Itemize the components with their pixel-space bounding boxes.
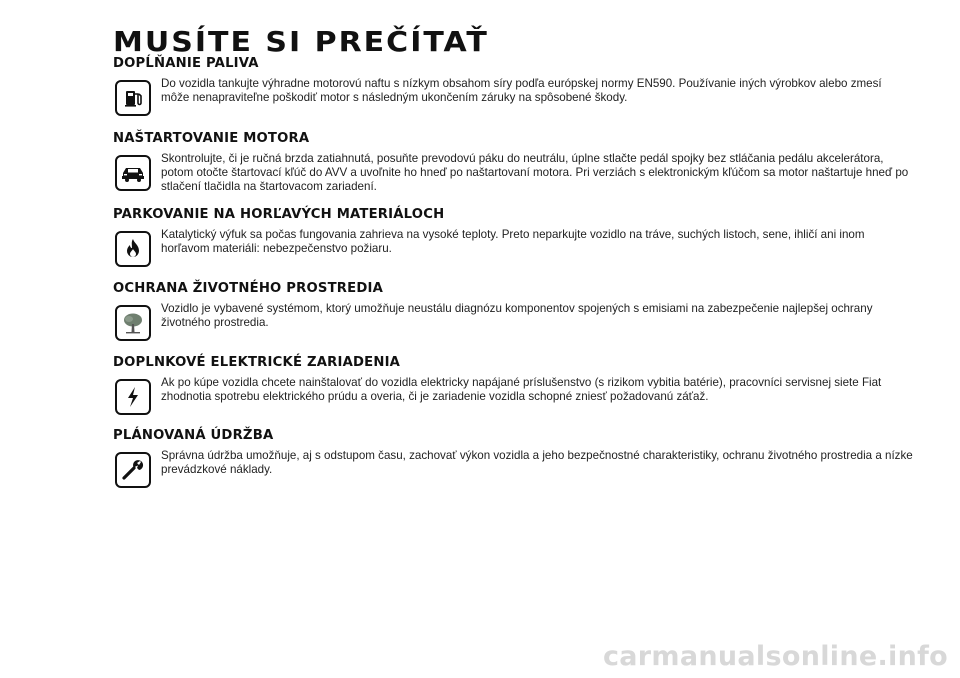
section-environment — [113, 281, 913, 330]
flame-icon — [115, 231, 151, 267]
section-text: Katalytický výfuk sa počas fungovania zahrieva na vysoké teploty. Preto neparkujte vozidlo na tráve, suchých listoch, sene, ihličí ani inom horľavom materiáli: nebezpečenstvo požiaru. — [161, 228, 865, 256]
section-heading: DOPĹŇANIE PALIVA — [113, 56, 259, 71]
section-text: Správna údržba umožňuje, aj s odstupom času, zachovať výkon vozidla a jeho bezpečnostné charakteristiky, ochranu životného prostredia a nízke prevádzkové náklady. — [161, 449, 913, 477]
tree-icon — [115, 305, 151, 341]
section-heading: OCHRANA ŽIVOTNÉHO PROSTREDIA — [113, 281, 384, 296]
section-heading: DOPLNKOVÉ ELEKTRICKÉ ZARIADENIA — [113, 355, 401, 370]
section-text: Vozidlo je vybavené systémom, ktorý umožňuje neustálu diagnózu komponentov spojených s emisiami na zabezpečenie najlepšej ochrany životného prostredia. — [161, 302, 873, 330]
section-starting-engine — [113, 131, 913, 195]
section-maintenance — [113, 428, 913, 477]
lightning-bolt-icon — [115, 379, 151, 415]
section-parking-flammable — [113, 207, 913, 256]
page-title: MUSÍTE SI PREČÍTAŤ — [113, 26, 489, 59]
section-text: Skontrolujte, či je ručná brzda zatiahnutá, posuňte prevodovú páku do neutrálu, úplne stlačte pedál spojky bez stláčania pedálu akcelerátora, potom otočte štartovací kľúč do AVV a uvoľnite ho hneď po naštartovaní motora. Pri verziách s elektronickým kľúčom sa motor naštartuje hneď po stlačení tlačidla na štartovacom zariadení. — [161, 152, 909, 194]
section-refueling — [113, 56, 913, 105]
wrench-icon — [115, 452, 151, 488]
car-icon — [115, 155, 151, 191]
section-heading: NAŠTARTOVANIE MOTORA — [113, 131, 310, 146]
section-heading: PARKOVANIE NA HORĽAVÝCH MATERIÁLOCH — [113, 207, 445, 222]
section-text: Do vozidla tankujte výhradne motorovú naftu s nízkym obsahom síry podľa európskej normy EN590. Používanie iných výrobkov alebo zmesí môže nenapraviteľne poškodiť motor s následným ukončením záruky na spôsobené škody. — [161, 77, 882, 105]
section-text: Ak po kúpe vozidla chcete nainštalovať do vozidla elektricky napájané príslušenstvo (s rizikom vybitia batérie), pracovníci servisnej siete Fiat zhodnotia spotrebu elektrického prúdu a overia, či je zariadenie vozidla schopné zniesť požadovanú záťaž. — [161, 376, 882, 404]
watermark: carmanualsonline.info — [602, 641, 948, 672]
section-electrical-devices — [113, 355, 913, 404]
section-heading: PLÁNOVANÁ ÚDRŽBA — [113, 428, 274, 443]
fuel-pump-icon — [115, 80, 151, 116]
